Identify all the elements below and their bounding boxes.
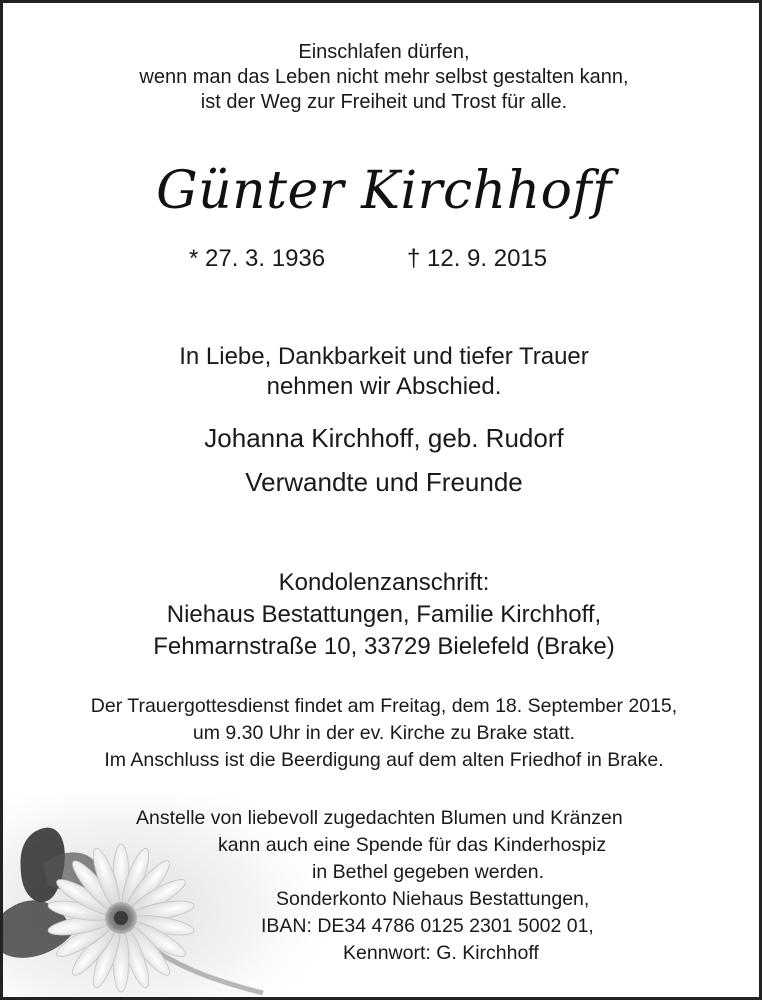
maiden-name: , geb. Rudorf — [413, 423, 564, 453]
relatives-line: Verwandte und Freunde — [245, 467, 523, 497]
poem-line: wenn man das Leben nicht mehr selbst gestalten kann, — [139, 66, 629, 88]
mourner-line — [3, 423, 762, 454]
donation-line: Anstelle von liebevoll zugedachten Blumen und Kränzen — [136, 807, 623, 829]
donation-line: Sonderkonto Niehaus Bestattungen, — [276, 888, 590, 910]
death-date: † 12. 9. 2015 — [407, 245, 548, 272]
iban-line: IBAN: DE34 4786 0125 2301 5002 01, — [261, 915, 594, 937]
poem-line: Einschlafen dürfen, — [298, 41, 470, 63]
donation-line: in Bethel gegeben werden. — [312, 861, 545, 883]
condolence-heading: Kondolenzanschrift: — [278, 569, 490, 596]
keyword-line: Kennwort: G. Kirchhoff — [343, 942, 539, 964]
service-line: Im Anschluss ist die Beerdigung auf dem alten Friedhof in Brake. — [104, 749, 664, 771]
birth-date: * 27. 3. 1936 — [189, 245, 326, 272]
poem-line: ist der Weg zur Freiheit und Trost für alle. — [200, 91, 568, 113]
donation-line: kann auch eine Spende für das Kinderhospiz — [218, 834, 607, 856]
mourning-line: In Liebe, Dankbarkeit und tiefer Trauer — [179, 343, 589, 370]
mourning-line: nehmen wir Abschied. — [266, 373, 502, 400]
service-line: Der Trauergottesdienst findet am Freitag, dem 18. September 2015, — [90, 695, 678, 717]
address-line: Fehmarnstraße 10, 33729 Bielefeld (Brake) — [153, 633, 615, 660]
service-line: um 9.30 Uhr in der ev. Kirche zu Brake statt. — [192, 722, 576, 744]
address-line: Niehaus Bestattungen, Familie Kirchhoff, — [166, 601, 602, 628]
mourner-name: Johanna Kirchhoff — [204, 423, 414, 453]
deceased-name: Günter Kirchhoff — [156, 161, 612, 221]
